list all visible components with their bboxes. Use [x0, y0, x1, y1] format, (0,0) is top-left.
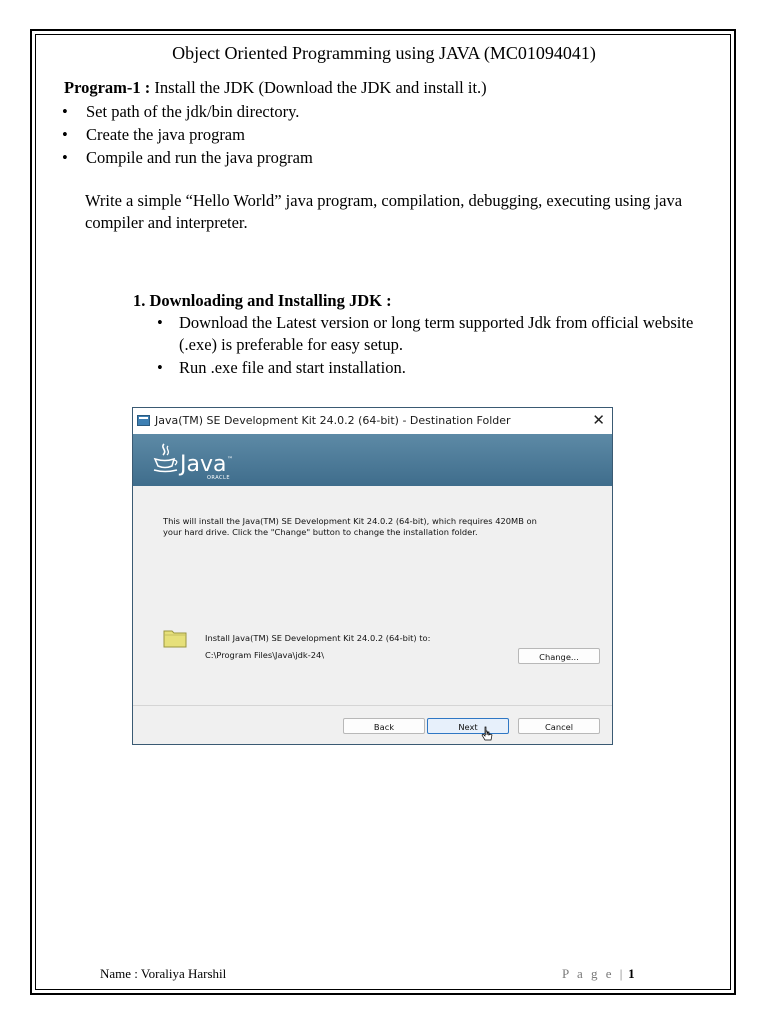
- dialog-titlebar: [133, 408, 613, 435]
- page-title: Object Oriented Programming using JAVA (MC01094041): [172, 43, 596, 63]
- footer-author: Name : Voraliya Harshil: [100, 966, 227, 981]
- cancel-button[interactable]: Cancel: [518, 718, 600, 734]
- oracle-logo-text: ORACLE: [207, 475, 230, 481]
- section-bullet-text: Run .exe file and start installation.: [179, 358, 406, 377]
- footer-page-number: [562, 966, 635, 982]
- dialog-title: Java(TM) SE Development Kit 24.0.2 (64-bit) - Destination Folder: [155, 414, 511, 427]
- program-text: Install the JDK (Download the JDK and install it.): [150, 78, 487, 97]
- page-label: P a g e |: [562, 966, 625, 981]
- java-app-icon: [137, 415, 150, 426]
- program-bullet-1: Set path of the jdk/bin directory.: [86, 102, 300, 121]
- bullet-dot: •: [62, 102, 68, 121]
- back-button[interactable]: Back: [343, 718, 425, 734]
- dialog-separator: [133, 705, 613, 706]
- java-trademark: ™: [227, 456, 233, 463]
- java-cup-icon: [150, 442, 180, 474]
- dialog-description: This will install the Java(TM) SE Development Kit 24.0.2 (64-bit), which requires 420MB on your hard drive. Click the "Change" button to change the installation folder.: [163, 516, 537, 537]
- install-target-label: Install Java(TM) SE Development Kit 24.0.2 (64-bit) to:: [205, 633, 431, 643]
- bullet-dot: •: [62, 148, 68, 167]
- cursor-icon: [481, 726, 493, 742]
- bullet-dot: •: [157, 313, 163, 332]
- page-number: 1: [628, 966, 635, 981]
- folder-icon: [163, 628, 187, 648]
- program-paragraph: Write a simple “Hello World” java program, compilation, debugging, executing using java compiler and interpreter.: [85, 191, 683, 232]
- section-bullet-text: Download the Latest version or long term supported Jdk from official website (.exe) is preferable for easy setup.: [179, 313, 694, 354]
- close-icon[interactable]: ✕: [592, 411, 605, 429]
- installer-dialog: [132, 407, 613, 745]
- program-heading: [64, 78, 487, 98]
- program-bullet-3: Compile and run the java program: [86, 148, 313, 167]
- program-label: Program-1 :: [64, 78, 151, 97]
- change-button[interactable]: Change...: [518, 648, 600, 664]
- bullet-dot: •: [62, 125, 68, 144]
- java-logo-text: Java: [180, 452, 227, 477]
- program-bullet-2: Create the java program: [86, 125, 245, 144]
- next-button[interactable]: Next: [427, 718, 509, 734]
- bullet-dot: •: [157, 358, 163, 377]
- install-path: C:\Program Files\Java\jdk-24\: [205, 650, 325, 660]
- section-title: 1. Downloading and Installing JDK :: [133, 291, 392, 310]
